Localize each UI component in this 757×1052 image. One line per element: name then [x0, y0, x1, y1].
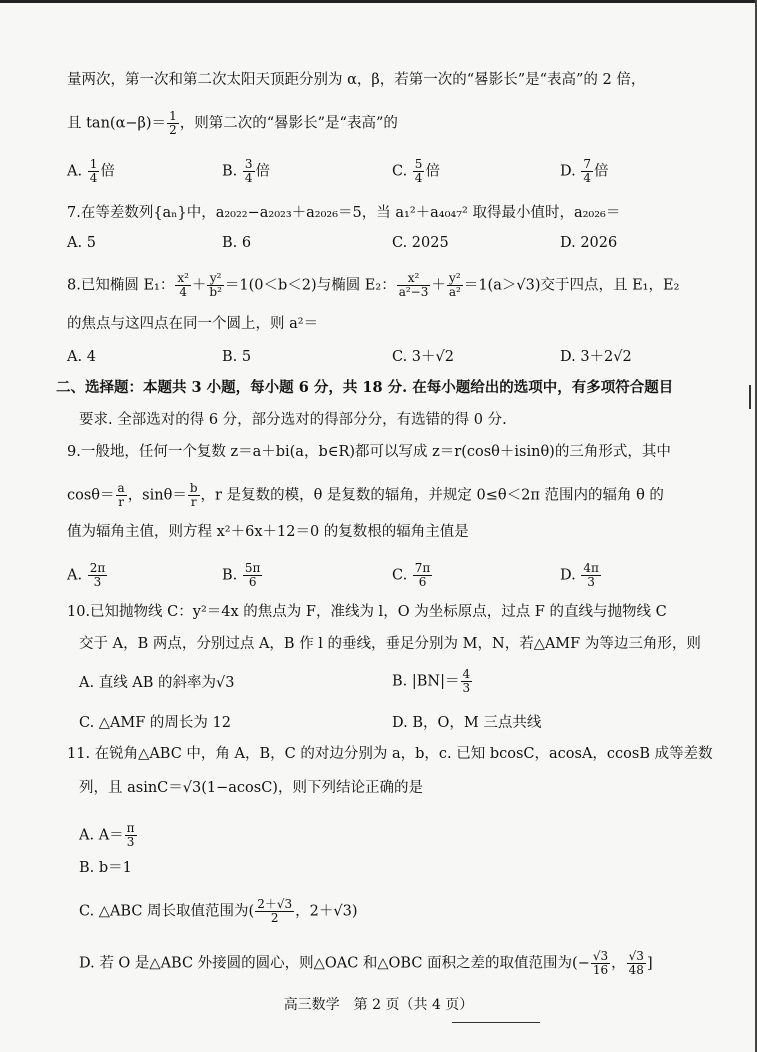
q10-line2: 交于 A，B 两点，分别过点 A，B 作 l 的垂线，垂足分别为 M，N，若△AMF 为等边三角形，则 [79, 636, 701, 652]
q6-fraction: $\frac{1}{2}$ [169, 109, 177, 137]
q11-option-d: D. 若 O 是△ABC 外接圆的圆心，则△OAC 和△OBC 面积之差的取值范围为(− $\frac{√3}{16}$ ， $\frac{√3}{48}$ ] [79, 949, 653, 977]
q8-option-b: B. 5 [222, 349, 252, 365]
q6-line1: 量两次，第一次和第二次太阳天顶距分别为 α，β，若第一次的“晷影长”是“表高”的 2 倍， [67, 72, 646, 88]
q8-line1: 8.已知椭圆 E₁： $\frac{\text{x²}}{4}$ ＋ $\frac{\text{y²}}{\text{b²}}$ ＝1(0＜b＜2)与椭圆 E₂： $\frac{\text{x²}}{\text{a²−3}}$ ＋ $\frac{\text{y²}}{\text{a²}}$ ＝1(a＞√3)交于四点，且 E₁，E₂ [67, 271, 680, 299]
q8-line2: 的焦点与这四点在同一个圆上，则 a²＝ [67, 316, 319, 332]
q6-option-b: B. $\frac{3}{4}$ 倍 [222, 157, 271, 185]
q9-option-b: B. $\frac{5\pi}{6}$ [222, 561, 261, 589]
q6-option-d: D. $\frac{7}{4}$ 倍 [560, 157, 609, 185]
q7-option-c: C. 2025 [392, 235, 449, 251]
q7-option-d: D. 2026 [560, 235, 618, 251]
q11-option-a: A. A＝ $\frac{\pi}{3}$ [79, 821, 135, 849]
q10-option-d: D. B，O，M 三点共线 [392, 715, 542, 731]
q9-option-a: A. $\frac{2\pi}{3}$ [67, 561, 106, 589]
section2-heading-line2: 要求. 全部选对的得 6 分，部分选对的得部分分，有选错的得 0 分. [79, 412, 507, 428]
q7-stem: 7.在等差数列{aₙ}中，a₂₀₂₂−a₂₀₂₃＋a₂₀₂₆＝5，当 a₁²＋a₄₀₄₇² 取得最小值时，a₂₀₂₆＝ [67, 205, 621, 221]
page-footer: 高三数学 第 2 页（共 4 页） [283, 997, 474, 1013]
q11-option-b: B. b＝1 [79, 860, 132, 876]
q9-option-d: D. $\frac{4\pi}{3}$ [560, 561, 599, 589]
page-top-border [0, 0, 757, 3]
q8-option-c: C. 3＋√2 [392, 349, 454, 365]
q9-line1: 9.一般地，任何一个复数 z＝a＋bi(a，b∈R)都可以写成 z＝r(cosθ＋isinθ)的三角形式，其中 [67, 444, 671, 460]
margin-mark [749, 385, 751, 409]
q6-line2: 且 tan(α−β)＝ $\frac{1}{2}$ ，则第二次的“晷影长”是“表高”的 [67, 109, 398, 137]
q7-option-a: A. 5 [67, 235, 96, 251]
q9-line2: cosθ＝ $\frac{a}{r}$ ，sinθ＝ $\frac{b}{r}$ ，r 是复数的模，θ 是复数的辐角，并规定 0≤θ＜2π 范围内的辐角 θ 的 [67, 481, 664, 509]
q11-line2: 列，且 asinC＝√3(1−acosC)，则下列结论正确的是 [79, 780, 423, 796]
q8-option-d: D. 3＋2√2 [560, 349, 632, 365]
q8-option-a: A. 4 [67, 349, 96, 365]
q9-option-c: C. $\frac{7\pi}{6}$ [392, 561, 431, 589]
q11-option-c: C. △ABC 周长取值范围为( $\frac{2+√3}{2}$ ，2＋√3) [79, 897, 358, 925]
section2-heading-line1: 二、选择题：本题共 3 小题，每小题 6 分，共 18 分. 在每小题给出的选项中，有多项符合题目 [56, 379, 674, 396]
q10-line1: 10.已知抛物线 C：y²＝4x 的焦点为 F，准线为 l，O 为坐标原点，过点 F 的直线与抛物线 C [67, 604, 667, 620]
q11-line1: 11. 在锐角△ABC 中，角 A，B，C 的对边分别为 a，b，c. 已知 bcosC，acosA，ccosB 成等差数 [67, 746, 713, 762]
bottom-rule [452, 1022, 540, 1023]
q9-line3: 值为辐角主值，则方程 x²＋6x＋12＝0 的复数根的辐角主值是 [67, 524, 469, 540]
q6-option-a: A. $\frac{1}{4}$ 倍 [67, 157, 115, 185]
q6-option-c: C. $\frac{5}{4}$ 倍 [392, 157, 440, 185]
q10-option-a: A. 直线 AB 的斜率为√3 [79, 675, 235, 691]
q7-option-b: B. 6 [222, 235, 252, 251]
q10-option-b: B. |BN|＝ $\frac{4}{3}$ [392, 667, 471, 695]
q10-option-c: C. △AMF 的周长为 12 [79, 715, 231, 731]
